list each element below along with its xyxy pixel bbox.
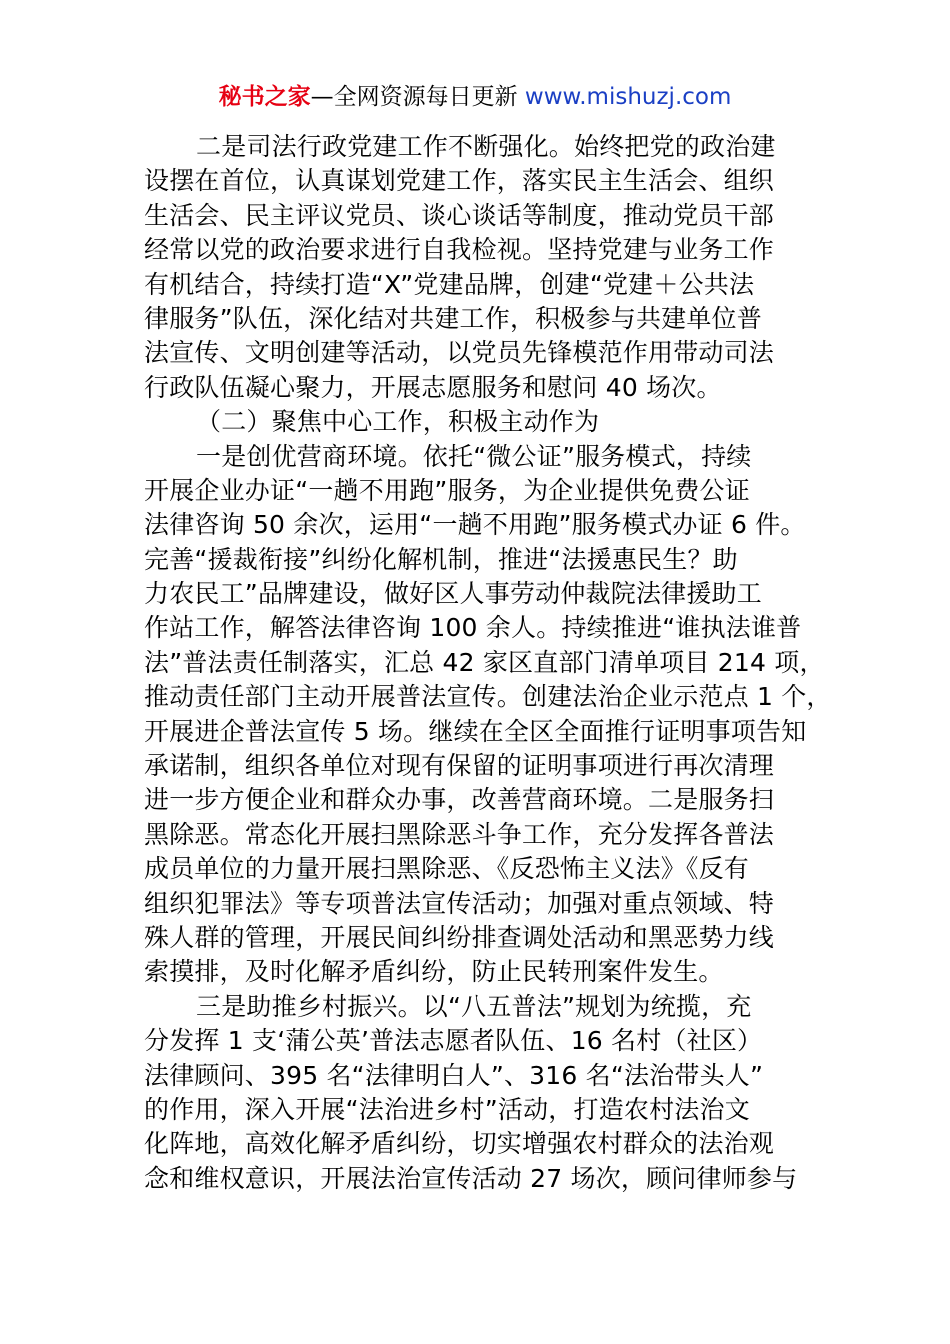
paragraph-line: 法律咨询 50 余次，运用“一趟不用跑”服务模式办证 6 件。: [144, 510, 806, 540]
paragraph-line: 二是司法行政党建工作不断强化。始终把党的政治建: [196, 132, 776, 161]
paragraph-line: 设摆在首位，认真谋划党建工作，落实民主生活会、组织: [144, 166, 775, 196]
site-header: [0, 80, 950, 114]
paragraph-line: 的作用，深入开展“法治进乡村”活动，打造农村法治文: [144, 1094, 750, 1124]
paragraph-line: 组织犯罪法》等专项普法宣传活动；加强对重点领域、特: [144, 888, 775, 918]
paragraph-line: 法宣传、文明创建等活动，以党员先锋模范作用带动司法: [144, 338, 775, 368]
paragraph-line: 行政队伍凝心聚力，开展志愿服务和慰问 40 场次。: [144, 372, 722, 402]
paragraph-line: 化阵地，高效化解矛盾纠纷，切实增强农村群众的法治观: [144, 1129, 775, 1159]
section-heading: （二）聚焦中心工作，积极主动作为: [196, 407, 600, 437]
document-body: [144, 130, 844, 1196]
site-url-link[interactable]: www.mishuzj.com: [524, 84, 732, 110]
paragraph-line: 进一步方便企业和群众办事，改善营商环境。二是服务扫: [144, 785, 775, 815]
paragraph-line: 律服务”队伍，深化结对共建工作，积极参与共建单位普: [144, 303, 762, 333]
paragraph-line: 念和维权意识，开展法治宣传活动 27 场次，顾问律师参与: [144, 1163, 798, 1193]
paragraph-line: 作站工作，解答法律咨询 100 余人。持续推进“谁执法谁普: [144, 613, 802, 643]
paragraph-line: 开展进企普法宣传 5 场。继续在全区全面推行证明事项告知: [144, 716, 807, 746]
paragraph-line: 一是创优营商环境。依托“微公证”服务模式，持续: [196, 441, 752, 471]
paragraph-line: 三是助推乡村振兴。以“八五普法”规划为统揽，充: [196, 991, 752, 1021]
site-brand: 秘书之家: [218, 84, 311, 110]
paragraph-line: 成员单位的力量开展扫黑除恶、《反恐怖主义法》《反有: [144, 854, 750, 884]
site-tagline: —全网资源每日更新: [310, 84, 518, 110]
paragraph-line: 索摸排，及时化解矛盾纠纷，防止民转刑案件发生。: [144, 957, 724, 987]
paragraph-line: 生活会、民主评议党员、谈心谈话等制度，推动党员干部: [144, 200, 775, 230]
paragraph-line: 有机结合，持续打造“X”党建品牌，创建“党建＋公共法: [144, 269, 755, 299]
paragraph-line: 殊人群的管理，开展民间纠纷排查调处活动和黑恶势力线: [144, 922, 775, 952]
paragraph-line: 承诺制，组织各单位对现有保留的证明事项进行再次清理: [144, 751, 775, 781]
paragraph-line: 开展企业办证“一趟不用跑”服务，为企业提供免费公证: [144, 475, 750, 505]
paragraph-line: 黑除恶。常态化开展扫黑除恶斗争工作，充分发挥各普法: [144, 819, 775, 849]
paragraph-line: 经常以党的政治要求进行自我检视。坚持党建与业务工作: [144, 235, 775, 265]
paragraph-line: 完善“援裁衔接”纠纷化解机制，推进“法援惠民生？助: [144, 544, 738, 574]
paragraph-line: 法律顾问、395 名“法律明白人”、316 名“法治带头人”: [144, 1060, 764, 1090]
paragraph-line: 分发挥 1 支‘蒲公英’普法志愿者队伍、16 名村（社区）: [144, 1026, 763, 1056]
paragraph-line: 推动责任部门主动开展普法宣传。创建法治企业示范点 1 个，: [144, 682, 832, 712]
paragraph-line: 力农民工”品牌建设，做好区人事劳动仲裁院法律援助工: [144, 579, 762, 609]
paragraph-line: 法”普法责任制落实，汇总 42 家区直部门清单项目 214 项，: [144, 647, 825, 677]
